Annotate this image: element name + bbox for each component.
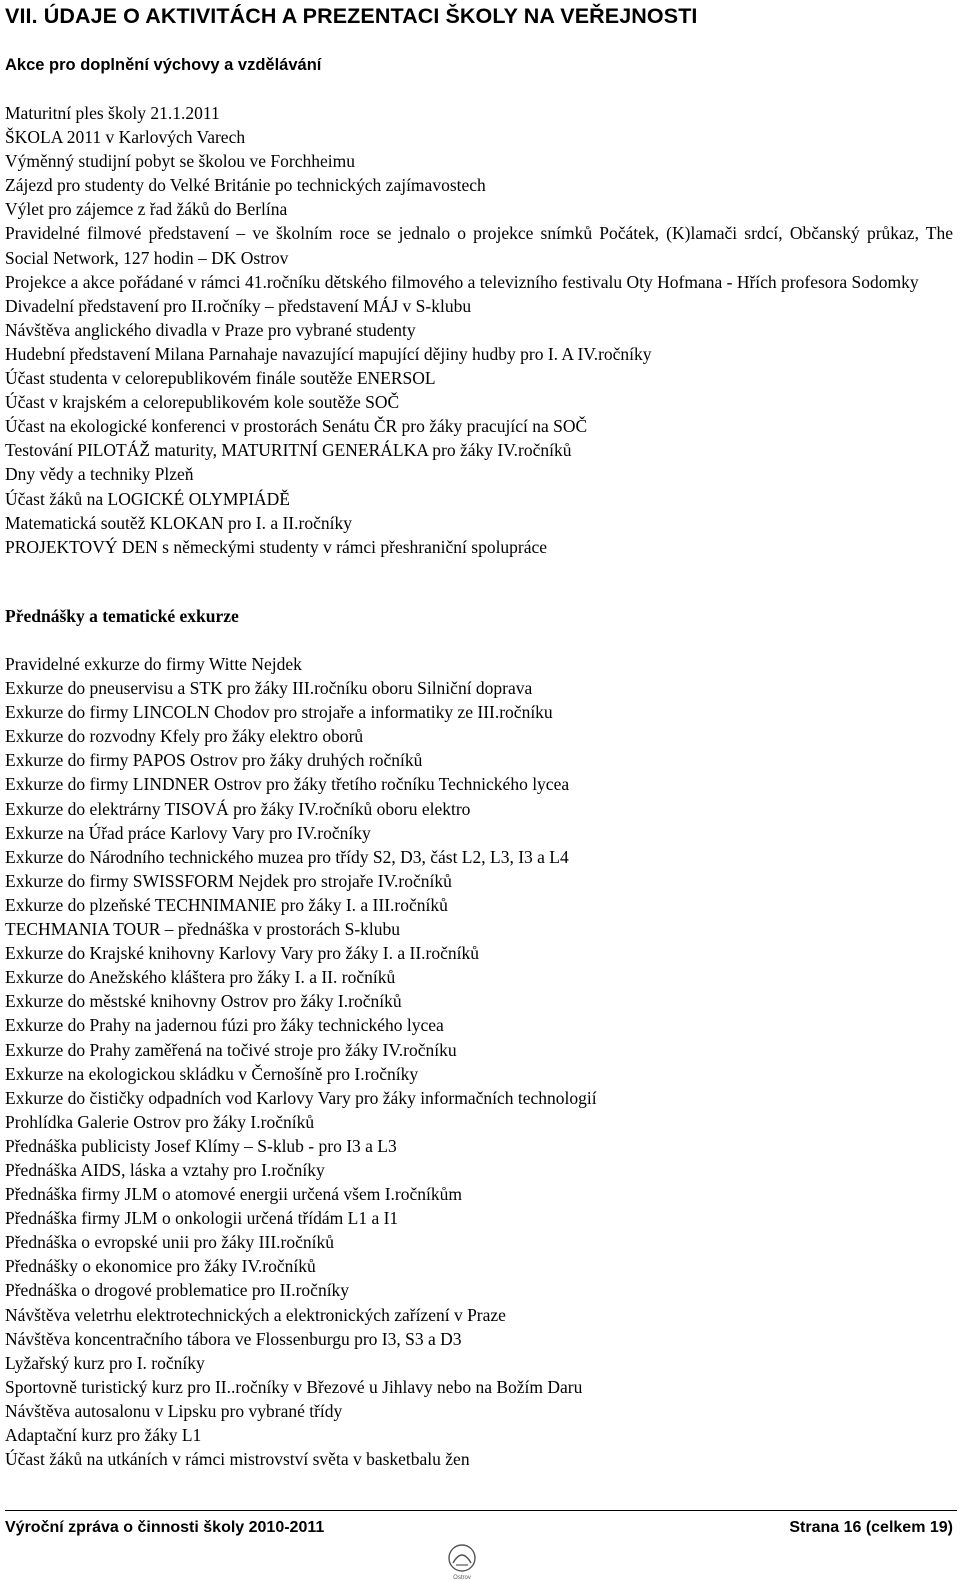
list-item: Exkurze do plzeňské TECHNIMANIE pro žáky I. a III.ročníků bbox=[5, 894, 448, 915]
list-item: Exkurze do pneuservisu a STK pro žáky III.ročníku oboru Silniční doprava bbox=[5, 678, 533, 699]
list-item: Sportovně turistický kurz pro II..ročníky v Březové u Jihlavy nebo na Božím Daru bbox=[5, 1376, 583, 1397]
list-item: Exkurze do firmy LINCOLN Chodov pro strojaře a informatiky ze III.ročníku bbox=[5, 702, 553, 723]
list-item: Hudební představení Milana Parnahaje navazující mapující dějiny hudby pro I. A IV.ročníky bbox=[5, 343, 652, 364]
list-item: Divadelní představení pro II.ročníky – představení MÁJ v S-klubu bbox=[5, 295, 472, 316]
lectures-list bbox=[5, 652, 597, 1471]
list-item: Exkurze do Národního technického muzea pro třídy S2, D3, část L2, L3, I3 a L4 bbox=[5, 846, 569, 867]
list-item: Testování PILOTÁŽ maturity, MATURITNÍ GENERÁLKA pro žáky IV.ročníků bbox=[5, 440, 572, 461]
list-item: Matematická soutěž KLOKAN pro I. a II.ročníky bbox=[5, 512, 352, 533]
list-item: Exkurze do čističky odpadních vod Karlovy Vary pro žáky informačních technologií bbox=[5, 1087, 597, 1108]
section-heading-activities: Akce pro doplnění výchovy a vzdělávání bbox=[5, 56, 322, 74]
activities-list bbox=[5, 101, 953, 559]
logo-text: Ostrov bbox=[453, 1575, 471, 1581]
list-item: Účast žáků na utkáních v rámci mistrovství světa v basketbalu žen bbox=[5, 1449, 470, 1470]
list-item: Maturitní ples školy 21.1.2011 bbox=[5, 103, 220, 123]
list-item: Exkurze do Prahy zaměřená na točivé stroje pro žáky IV.ročníku bbox=[5, 1039, 457, 1060]
list-item: Přednáška publicisty Josef Klímy – S-klub - pro I3 a L3 bbox=[5, 1135, 397, 1156]
list-item: Projekce a akce pořádané v rámci 41.ročníku dětského filmového a televizního festivalu Oty Hofmana - Hřích profesora Sodomky bbox=[5, 271, 919, 292]
list-item: Lyžařský kurz pro I. ročníky bbox=[5, 1352, 205, 1373]
list-item: Prohlídka Galerie Ostrov pro žáky I.ročníků bbox=[5, 1111, 315, 1132]
footer-page-number: Strana 16 (celkem 19) bbox=[789, 1519, 953, 1536]
list-item: Exkurze do Prahy na jadernou fúzi pro žáky technického lycea bbox=[5, 1015, 444, 1036]
list-item: Výlet pro zájemce z řad žáků do Berlína bbox=[5, 199, 288, 220]
list-item: Přednáška o drogové problematice pro II.ročníky bbox=[5, 1280, 350, 1301]
list-item: PROJEKTOVÝ DEN s německými studenty v rámci přeshraniční spolupráce bbox=[5, 536, 548, 557]
list-item: Návštěva anglického divadla v Praze pro vybrané studenty bbox=[5, 319, 416, 340]
list-item: Exkurze do Krajské knihovny Karlovy Vary pro žáky I. a II.ročníků bbox=[5, 943, 479, 964]
list-item: Exkurze do městské knihovny Ostrov pro žáky I.ročníků bbox=[5, 991, 402, 1012]
list-item: Přednáška o evropské unii pro žáky III.ročníků bbox=[5, 1232, 334, 1253]
list-item: Návštěva koncentračního tábora ve Flossenburgu pro I3, S3 a D3 bbox=[5, 1328, 462, 1349]
list-item: Pravidelné filmové představení – ve školním roce se jednalo o projekce snímků Počátek, (K)lamači srdcí, Občanský průkaz, The Social Network, 127 hodin – DK Ostrov bbox=[5, 223, 953, 268]
list-item: Exkurze do Anežského kláštera pro žáky I. a II. ročníků bbox=[5, 967, 396, 988]
list-item: TECHMANIA TOUR – přednáška v prostorách S-klubu bbox=[5, 919, 401, 940]
list-item: Pravidelné exkurze do firmy Witte Nejdek bbox=[5, 654, 302, 674]
footer-report-title: Výroční zpráva o činnosti školy 2010-2011 bbox=[5, 1519, 325, 1536]
page-title: VII. ÚDAJE O AKTIVITÁCH A PREZENTACI ŠKOLY NA VEŘEJNOSTI bbox=[5, 4, 698, 28]
list-item: Návštěva veletrhu elektrotechnických a elektronických zařízení v Praze bbox=[5, 1304, 506, 1325]
list-item: Exkurze do firmy PAPOS Ostrov pro žáky druhých ročníků bbox=[5, 750, 423, 771]
section-heading-lectures: Přednášky a tematické exkurze bbox=[5, 606, 239, 626]
list-item: Přednáška firmy JLM o onkologii určená třídám L1 a I1 bbox=[5, 1208, 399, 1229]
list-item: Exkurze na ekologickou skládku v Černošíně pro I.ročníky bbox=[5, 1063, 419, 1084]
footer-divider bbox=[5, 1510, 957, 1511]
list-item: Účast v krajském a celorepublikovém kole soutěže SOČ bbox=[5, 392, 400, 413]
list-item: Adaptační kurz pro žáky L1 bbox=[5, 1425, 202, 1445]
list-item: Exkurze do rozvodny Kfely pro žáky elektro oborů bbox=[5, 726, 364, 747]
list-item: Dny vědy a techniky Plzeň bbox=[5, 464, 194, 485]
list-item: Účast studenta v celorepublikovém finále soutěže ENERSOL bbox=[5, 368, 436, 389]
list-item: Zájezd pro studenty do Velké Británie po technických zajímavostech bbox=[5, 175, 486, 196]
list-item: ŠKOLA 2011 v Karlových Varech bbox=[5, 127, 246, 148]
school-logo-icon bbox=[442, 1541, 482, 1581]
list-item: Výměnný studijní pobyt se školou ve Forchheimu bbox=[5, 151, 355, 172]
list-item: Přednáška AIDS, láska a vztahy pro I.ročníky bbox=[5, 1159, 325, 1180]
list-item: Účast žáků na LOGICKÉ OLYMPIÁDĚ bbox=[5, 488, 290, 509]
list-item: Přednáška firmy JLM o atomové energii určená všem I.ročníkům bbox=[5, 1184, 462, 1205]
list-item: Přednášky o ekonomice pro žáky IV.ročníků bbox=[5, 1256, 316, 1277]
list-item: Návštěva autosalonu v Lipsku pro vybrané třídy bbox=[5, 1400, 343, 1421]
list-item: Exkurze do firmy SWISSFORM Nejdek pro strojaře IV.ročníků bbox=[5, 870, 452, 891]
list-item: Exkurze do elektrárny TISOVÁ pro žáky IV.ročníků oboru elektro bbox=[5, 798, 471, 819]
list-item: Účast na ekologické konferenci v prostorách Senátu ČR pro žáky pracující na SOČ bbox=[5, 416, 588, 437]
list-item: Exkurze na Úřad práce Karlovy Vary pro IV.ročníky bbox=[5, 822, 371, 843]
list-item: Exkurze do firmy LINDNER Ostrov pro žáky třetího ročníku Technického lycea bbox=[5, 774, 570, 795]
